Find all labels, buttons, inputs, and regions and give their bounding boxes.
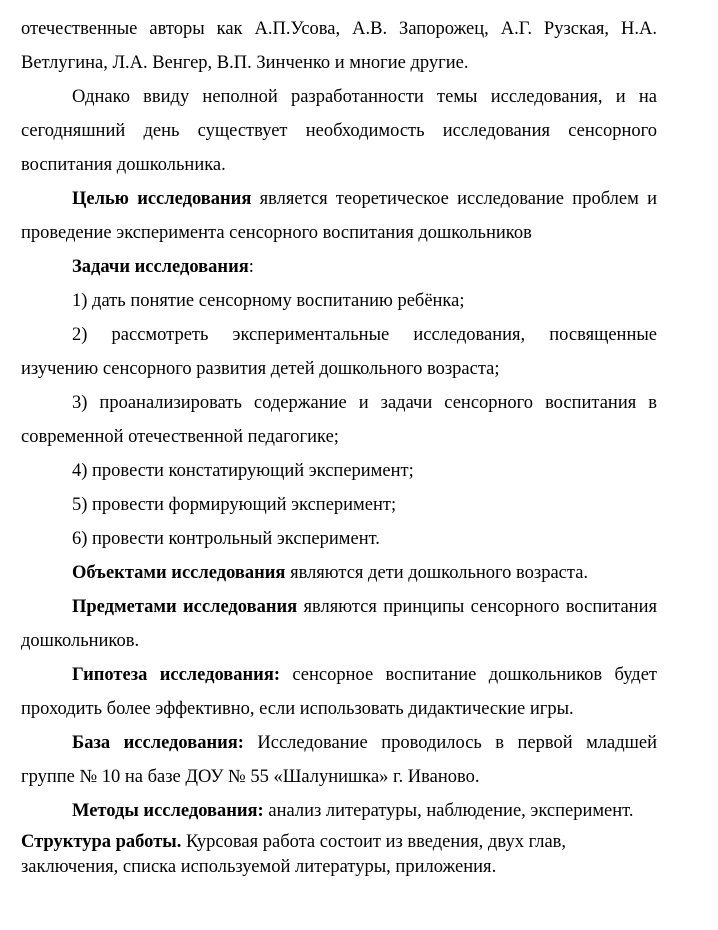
paragraph-base [21, 726, 657, 794]
paragraph-relevance: Однако ввиду неполной разработанности темы исследования, и на сегодняшний день существует необходимость исследования сенсорного воспитания дошкольника. [21, 87, 657, 175]
methods-label: Методы исследования: [72, 801, 264, 821]
paragraph-tasks-heading [21, 250, 657, 284]
structure-text: Курсовая работа состоит из введения, двух глав, заключения, списка используемой литературы, приложения. [21, 832, 567, 877]
paragraph-objects [21, 556, 657, 590]
hypothesis-text: сенсорное воспитание дошкольников будет проходить более эффективно, если использовать дидактические игры. [21, 665, 657, 719]
task-item-1: 1) дать понятие сенсорному воспитанию ребёнка; [72, 291, 465, 311]
tasks-heading-colon: : [248, 257, 254, 277]
task-item-3: 3) проанализировать содержание и задачи сенсорного воспитания в современной отечественной педагогике; [21, 393, 657, 447]
goal-label: Целью исследования [72, 189, 252, 209]
task-item-6: 6) провести контрольный эксперимент. [72, 529, 380, 549]
hypothesis-label: Гипотеза исследования: [72, 665, 281, 685]
task-item-4: 4) провести констатирующий эксперимент; [72, 461, 414, 481]
tasks-heading-label: Задачи исследования [72, 257, 249, 277]
task-item-5: 5) провести формирующий эксперимент; [72, 495, 397, 515]
objects-label: Объектами исследования [72, 563, 286, 583]
paragraph-goal [21, 182, 657, 250]
subjects-label: Предметами исследования [72, 597, 298, 617]
methods-text: анализ литературы, наблюдение, эксперимент. [263, 801, 634, 821]
document-page [21, 12, 657, 880]
paragraph-structure [21, 830, 657, 880]
paragraph-authors: отечественные авторы как А.П.Усова, А.В. Запорожец, А.Г. Рузская, Н.А. Ветлугина, Л.А. Венгер, В.П. Зинченко и многие другие. [21, 19, 657, 73]
goal-text: является теоретическое исследование проблем и проведение эксперимента сенсорного воспитания дошкольников [21, 189, 658, 243]
base-text: Исследование проводилось в первой младшей группе № 10 на базе ДОУ № 55 «Шалунишка» г. Иваново. [21, 733, 657, 787]
structure-label: Структура работы. [21, 832, 182, 852]
task-item-2: 2) рассмотреть экспериментальные исследования, посвященные изучению сенсорного развития детей дошкольного возраста; [21, 325, 657, 379]
base-label: База исследования: [72, 733, 244, 753]
paragraph-hypothesis [21, 658, 657, 726]
objects-text: являются дети дошкольного возраста. [285, 563, 589, 583]
paragraph-subjects [21, 590, 657, 658]
subjects-text: являются принципы сенсорного воспитания дошкольников. [21, 597, 657, 651]
paragraph-methods [21, 794, 657, 828]
